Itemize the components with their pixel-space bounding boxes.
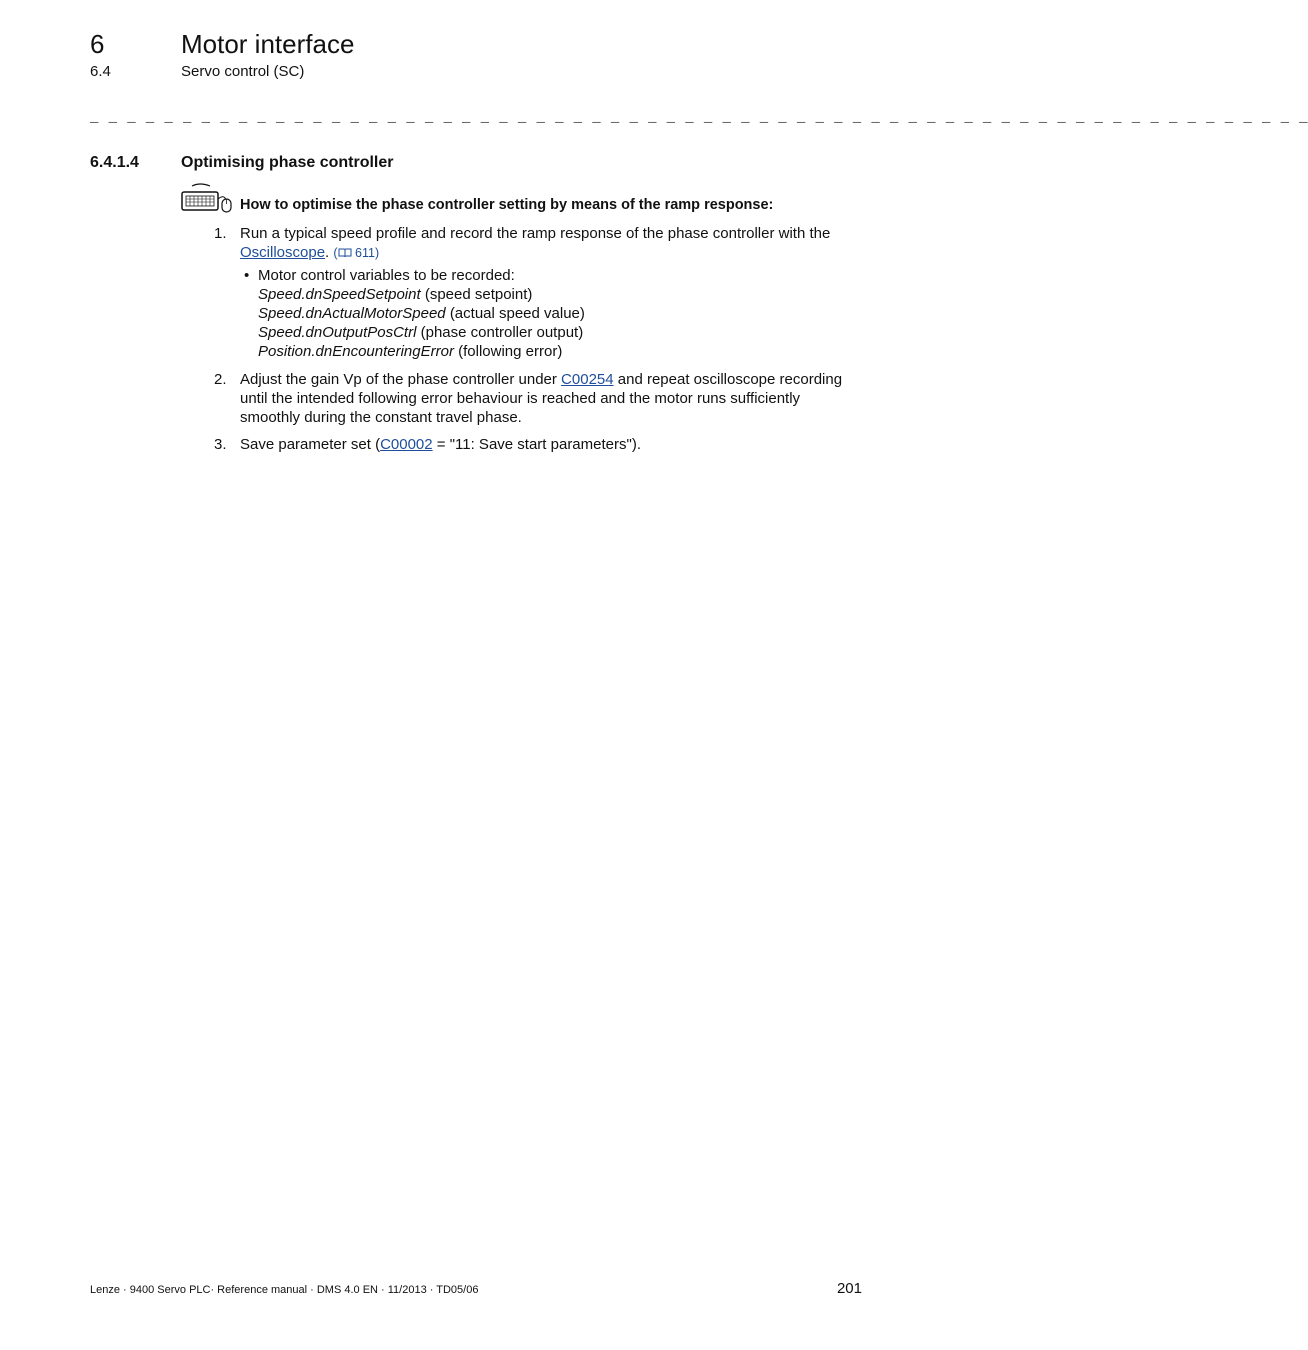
step-number: 3. — [214, 436, 227, 453]
bullet: • — [244, 267, 250, 284]
step-text-after: and repeat oscilloscope recording until the intended following error behaviour is reached and the motor runs sufficiently smoothly during the constant travel phase. — [240, 371, 843, 426]
variable-name: Speed.dnOutputPosCtrl — [258, 324, 417, 341]
subsection-title: Optimising phase controller — [181, 154, 394, 171]
variable-item — [258, 323, 585, 342]
variable-name: Position.dnEncounteringError — [258, 343, 454, 360]
variable-desc: (phase controller output) — [420, 324, 584, 341]
page-ref-number: 611 — [355, 246, 375, 260]
page-ref[interactable]: ( 611) — [333, 246, 380, 260]
variable-item — [258, 304, 585, 323]
step-text-before: Run a typical speed profile and record the ramp response of the phase controller with the — [240, 225, 831, 242]
c00002-link[interactable]: C00002 — [380, 436, 433, 453]
bullet-text: Motor control variables to be recorded: — [258, 267, 515, 284]
variable-item — [258, 285, 585, 304]
page-number: 201 — [836, 1280, 862, 1297]
step-text-after: . — [325, 244, 330, 261]
howto-heading: How to optimise the phase controller setting by means of the ramp response: — [240, 197, 774, 213]
variable-item — [258, 342, 585, 361]
c00254-link[interactable]: C00254 — [561, 371, 614, 388]
oscilloscope-link[interactable]: Oscilloscope — [240, 244, 326, 261]
chapter-number: 6 — [90, 29, 105, 59]
header-divider: _ _ _ _ _ _ _ _ _ _ _ _ _ _ _ _ _ _ _ _ _ _ _ _ _ _ _ _ _ _ _ _ _ _ _ _ _ _ _ _ _ _ _ _ _ _ _ _ _ _ _ _ _ _ _ _ _ _ _ _ _ _ _ _ _ _ — [90, 110, 1308, 126]
section-title: Servo control (SC) — [181, 63, 305, 80]
step-text-before: Save parameter set ( — [240, 436, 381, 453]
step-text-before: Adjust the gain Vp of the phase controller under — [240, 371, 562, 388]
variables-list — [258, 266, 585, 361]
variable-desc: (speed setpoint) — [424, 286, 533, 303]
keyboard-mouse-icon — [180, 182, 234, 214]
step-text — [240, 370, 864, 427]
step-number: 2. — [214, 371, 227, 388]
step-text — [240, 224, 864, 263]
step-number: 1. — [214, 225, 227, 242]
book-icon — [338, 248, 352, 258]
step-text — [240, 435, 864, 454]
footer-text: Lenze · 9400 Servo PLC· Reference manual · DMS 4.0 EN · 11/2013 · TD05/06 — [90, 1284, 479, 1296]
variable-name: Speed.dnSpeedSetpoint — [258, 286, 421, 303]
variable-desc: (actual speed value) — [449, 305, 585, 322]
variable-name: Speed.dnActualMotorSpeed — [258, 305, 446, 322]
subsection-number: 6.4.1.4 — [90, 154, 139, 171]
section-number: 6.4 — [90, 63, 111, 80]
chapter-title: Motor interface — [181, 29, 355, 59]
variable-desc: (following error) — [458, 343, 563, 360]
step-text-after: = "11: Save start parameters"). — [432, 436, 641, 453]
